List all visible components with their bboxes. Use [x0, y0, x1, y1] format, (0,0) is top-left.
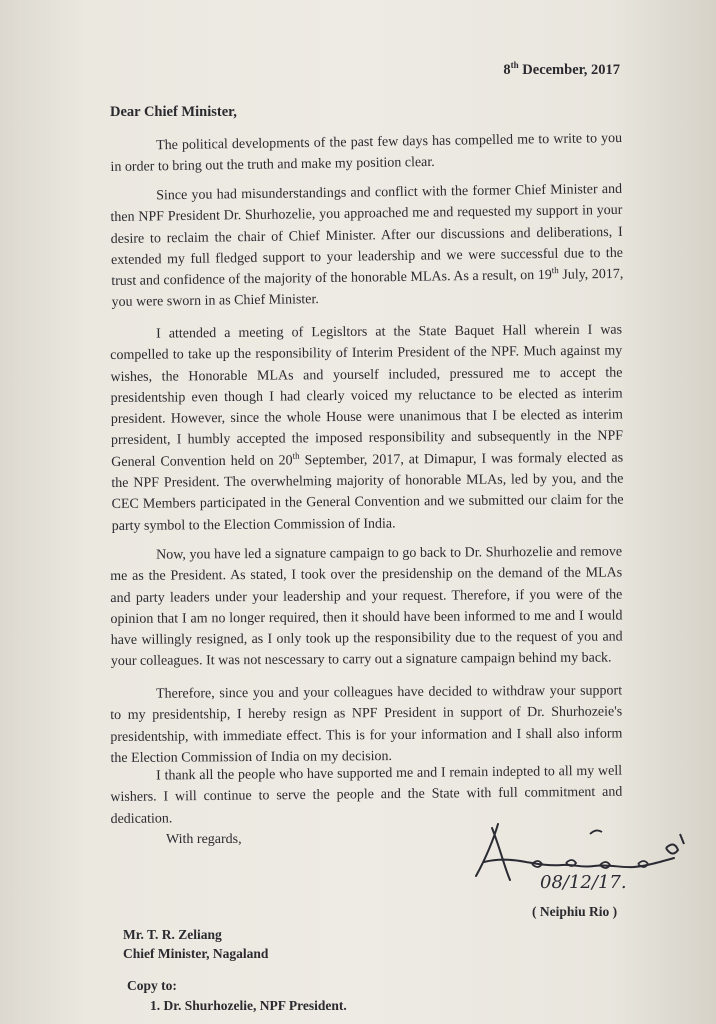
signatory-name: ( Neiphiu Rio ) [532, 904, 618, 919]
paragraph-3: I attended a meeting of Legisltors at the State Baquet Hall wherein I was compelled to take up the responsibility of Interim President of the NPF. Much against my wishes, the Honorable MLAs and yourself included, pressured me to accept the presidentship even though I had clearly voiced my reluctance to be elected as interim president. However, since the whole House were unanimous that I be elected as interim prresident, I humbly accepted the imposed responsibility and subsequently in the NPF General Convention held on 20th September, 2017, at Dimapur, I was formaly elected as the NPF President. The overwhelming majority of honorable MLAs, led by you, and the CEC Members participated in the General Convention and we submitted our claim for the party symbol to the Election Commission of India. [110, 322, 624, 534]
addressee [123, 925, 268, 963]
paragraph-1: The political developments of the past few days has compelled me to write to you in order to bring out the truth and make my position clear. [110, 130, 623, 176]
copy-to-item: 1. Dr. Shurhozelie, NPF President. [150, 998, 347, 1013]
paragraph-5: Therefore, since you and your colleagues have decided to withdraw your support to my presidentship, I hereby resign as NPF President in support of Dr. Shurhozeie's presidentship, with immediate effect. This is for your information and I shall also inform the Election Commission of India on my decision. [110, 683, 623, 766]
paragraph-2: Since you had misunderstandings and conflict with the former Chief Minister and then NPF President Dr. Shurhozelie, you approached me and requested my support in your desire to reclaim the chair of Chief Minister. After our discussions and deliberations, I extended my full fledged support to your leadership and we were successful due to the trust and confidence of the majority of the honorable MLAs. As a result, on 19th July, 2017, you were sworn in as Chief Minister. [110, 181, 624, 311]
addressee-name: Mr. T. R. Zeliang [123, 927, 222, 942]
closing: With regards, [166, 832, 242, 847]
letter-date: 8th December, 2017 [503, 60, 620, 78]
paragraph-6: I thank all the people who have supported me and I remain indepted to all my well wishers. I will continue to serve the people and the State with full commitment and dedication. [110, 763, 623, 827]
signature-date: 08/12/17. [540, 872, 627, 893]
salutation: Dear Chief Minister, [110, 104, 237, 120]
paragraph-4: Now, you have led a signature campaign to go back to Dr. Shurhozelie and remove me as the President. As stated, I took over the presidenship on the demand of the MLAs and party leaders under your leadership and your request. Therefore, if you were of the opinion that I am no longer required, then it should have been informed to me and I would have willingly resigned, as I only took up the responsibility due to the request of you and your colleagues. It was not nescessary to carry out a signature campaign behind my back. [110, 544, 623, 670]
addressee-title: Chief Minister, Nagaland [123, 946, 269, 961]
copy-to-heading: Copy to: [127, 978, 177, 993]
